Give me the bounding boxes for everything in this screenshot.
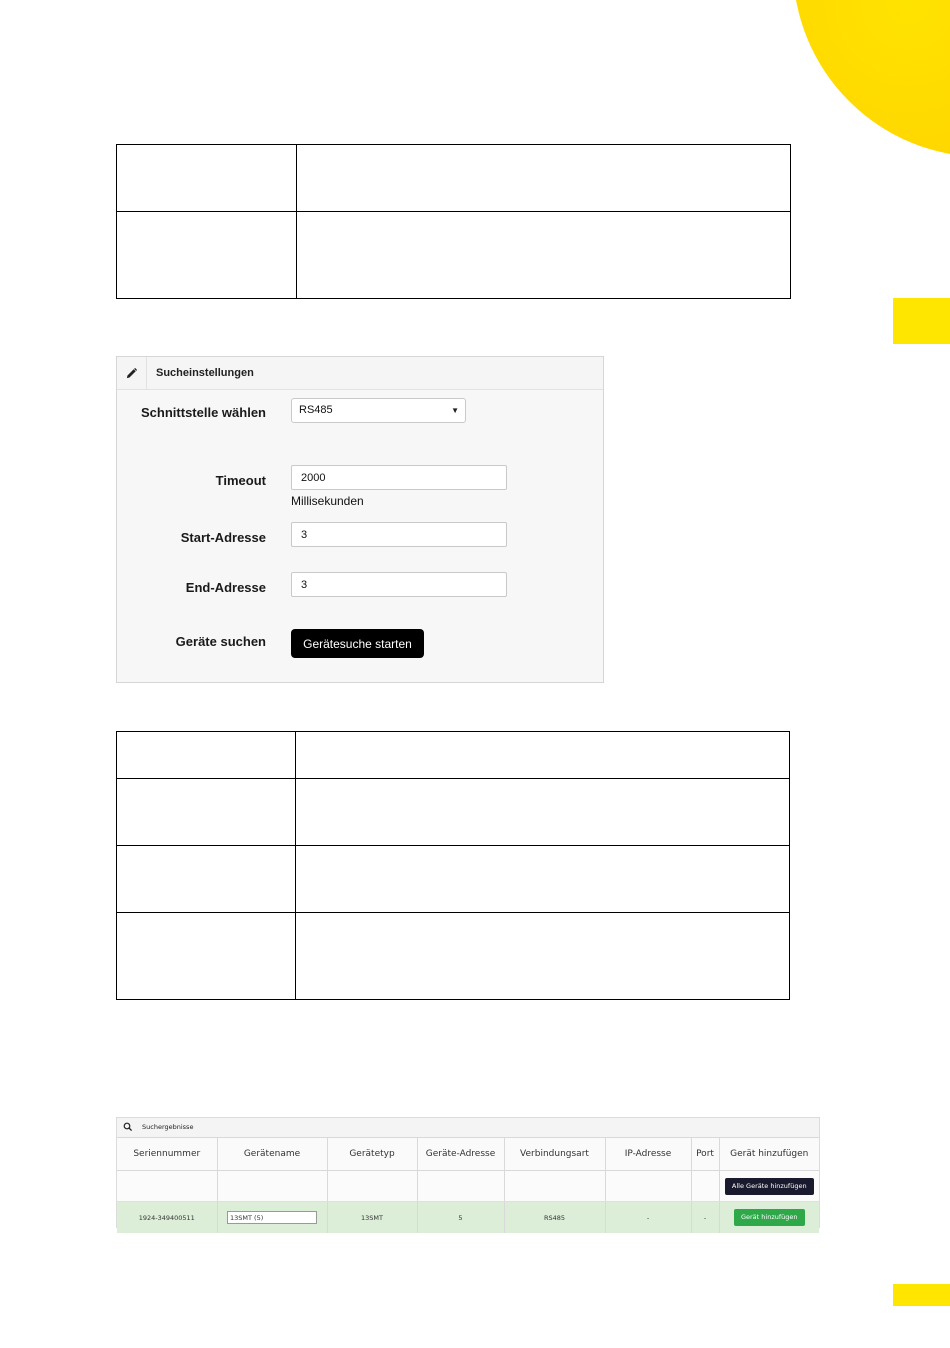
table-cell xyxy=(296,779,790,846)
column-header-name: Gerätename xyxy=(217,1138,327,1171)
connection-cell: RS485 xyxy=(504,1202,605,1234)
column-header-address: Geräte-Adresse xyxy=(417,1138,504,1171)
timeout-unit: Millisekunden xyxy=(291,494,364,508)
results-table xyxy=(117,1138,819,1233)
table-cell xyxy=(417,1171,504,1202)
column-header-connection: Verbindungsart xyxy=(504,1138,605,1171)
column-header-port: Port xyxy=(691,1138,719,1171)
decorative-yellow-tab xyxy=(893,298,950,344)
table-cell xyxy=(117,732,296,779)
ip-cell: - xyxy=(605,1202,691,1234)
decorative-yellow-circle xyxy=(793,0,950,157)
table-cell xyxy=(117,779,296,846)
column-header-ip: IP-Adresse xyxy=(605,1138,691,1171)
decorative-yellow-tab xyxy=(893,1284,950,1306)
table-cell xyxy=(117,145,297,212)
type-cell: 13SMT xyxy=(327,1202,417,1234)
results-title: Suchergebnisse xyxy=(142,1123,194,1131)
add-cell xyxy=(719,1202,819,1234)
table-cell xyxy=(296,846,790,913)
edit-button[interactable] xyxy=(117,357,147,389)
address-cell: 5 xyxy=(417,1202,504,1234)
table-cell xyxy=(117,1171,217,1202)
table-cell xyxy=(719,1171,819,1202)
column-header-serial: Seriennummer xyxy=(117,1138,217,1171)
table-row xyxy=(117,1202,819,1234)
empty-table-middle xyxy=(116,731,790,1000)
table-cell xyxy=(327,1171,417,1202)
start-address-input[interactable]: 3 xyxy=(291,522,507,547)
pencil-icon xyxy=(126,368,137,379)
table-cell xyxy=(297,212,791,299)
table-cell xyxy=(117,846,296,913)
add-device-button[interactable]: Gerät hinzufügen xyxy=(734,1209,805,1226)
table-row xyxy=(117,1171,819,1202)
interface-select[interactable] xyxy=(291,398,466,423)
start-address-label: Start-Adresse xyxy=(180,530,266,545)
panel-title: Sucheinstellungen xyxy=(156,367,254,379)
name-cell xyxy=(217,1202,327,1234)
search-results-panel xyxy=(116,1117,820,1228)
interface-select-value: RS485 xyxy=(299,404,333,416)
search-devices-label: Geräte suchen xyxy=(175,634,266,649)
timeout-label: Timeout xyxy=(215,473,266,488)
table-cell xyxy=(296,732,790,779)
column-header-type: Gerätetyp xyxy=(327,1138,417,1171)
table-cell xyxy=(297,145,791,212)
table-cell xyxy=(296,913,790,1000)
table-cell xyxy=(117,913,296,1000)
table-cell xyxy=(605,1171,691,1202)
table-cell xyxy=(117,212,297,299)
column-header-add: Gerät hinzufügen xyxy=(719,1138,819,1171)
add-all-devices-button[interactable]: Alle Geräte hinzufügen xyxy=(725,1178,814,1195)
end-address-label: End-Adresse xyxy=(185,580,266,595)
table-cell xyxy=(217,1171,327,1202)
empty-table-top xyxy=(116,144,791,299)
table-cell xyxy=(504,1171,605,1202)
start-search-button[interactable]: Gerätesuche starten xyxy=(291,629,424,658)
table-cell xyxy=(691,1171,719,1202)
device-name-input[interactable]: 13SMT (5) xyxy=(227,1211,317,1224)
panel-header xyxy=(117,357,603,390)
search-icon xyxy=(123,1122,133,1132)
results-header xyxy=(117,1118,819,1138)
end-address-input[interactable]: 3 xyxy=(291,572,507,597)
port-cell: - xyxy=(691,1202,719,1234)
interface-label: Schnittstelle wählen xyxy=(141,405,266,420)
chevron-down-icon: ▼ xyxy=(451,406,459,415)
timeout-input[interactable]: 2000 xyxy=(291,465,507,490)
search-settings-panel xyxy=(116,356,604,683)
serial-cell: 1924-349400511 xyxy=(117,1202,217,1234)
